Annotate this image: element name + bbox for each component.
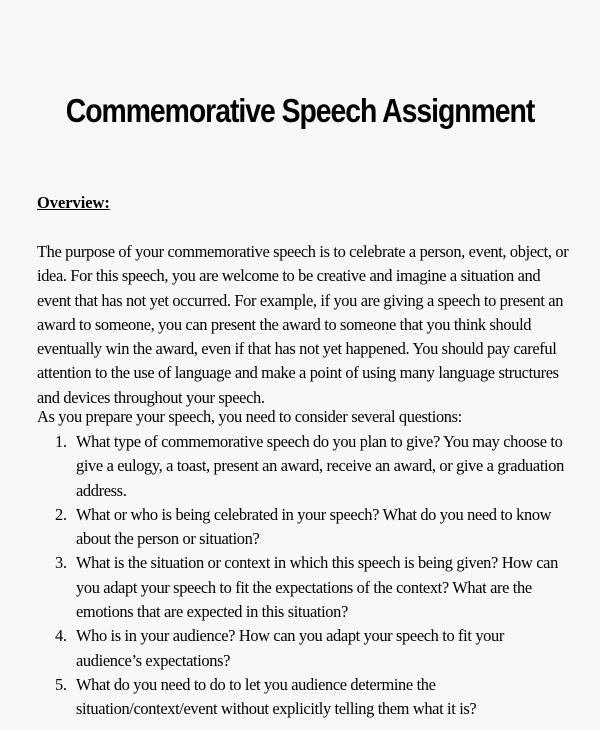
question-item: [37, 503, 572, 552]
overview-paragraph: The purpose of your commemorative speech is to celebrate a person, event, object, or idea. For this speech, you are welcome to be creative and imagine a situation and event that has not yet occurred. For example, if you are giving a speech to present an award to someone, you can present the award to someone that you think should eventually win the award, even if that has not yet happened. You should pay careful attention to the use of language and make a point of using many language structures and devices throughout your speech.: [37, 242, 569, 407]
question-item: [37, 624, 572, 673]
question-number: 1.: [55, 432, 67, 451]
question-text: Who is in your audience? How can you adapt your speech to fit your audience’s expectations?: [76, 626, 504, 670]
question-number: 5.: [55, 674, 67, 694]
document-title: Commemorative Speech Assignment: [65, 92, 535, 129]
question-item: [37, 673, 572, 722]
question-number: 2.: [55, 504, 67, 524]
question-number: 4.: [55, 626, 67, 646]
question-item: [37, 430, 572, 503]
question-number: 3.: [55, 553, 67, 573]
questions-intro: As you prepare your speech, you need to consider several questions:: [37, 407, 462, 426]
question-text: What or who is being celebrated in your speech? What do you need to know about the person or situation?: [76, 504, 552, 549]
question-text: What is the situation or context in which this speech is being given? How can you adapt your speech to fit the expectations of the context? What are the emotions that are expected in this situation?: [76, 553, 558, 622]
question-item: [37, 551, 572, 624]
question-text: What type of commemorative speech do you plan to give? You may choose to give a eulogy, a toast, present an award, receive an award, or give a graduation address.: [76, 432, 564, 500]
questions-list: [37, 430, 572, 722]
overview-heading: Overview:: [37, 193, 110, 212]
question-text: What do you need to do to let you audience determine the situation/context/event without explicitly telling them what it is?: [76, 674, 477, 719]
